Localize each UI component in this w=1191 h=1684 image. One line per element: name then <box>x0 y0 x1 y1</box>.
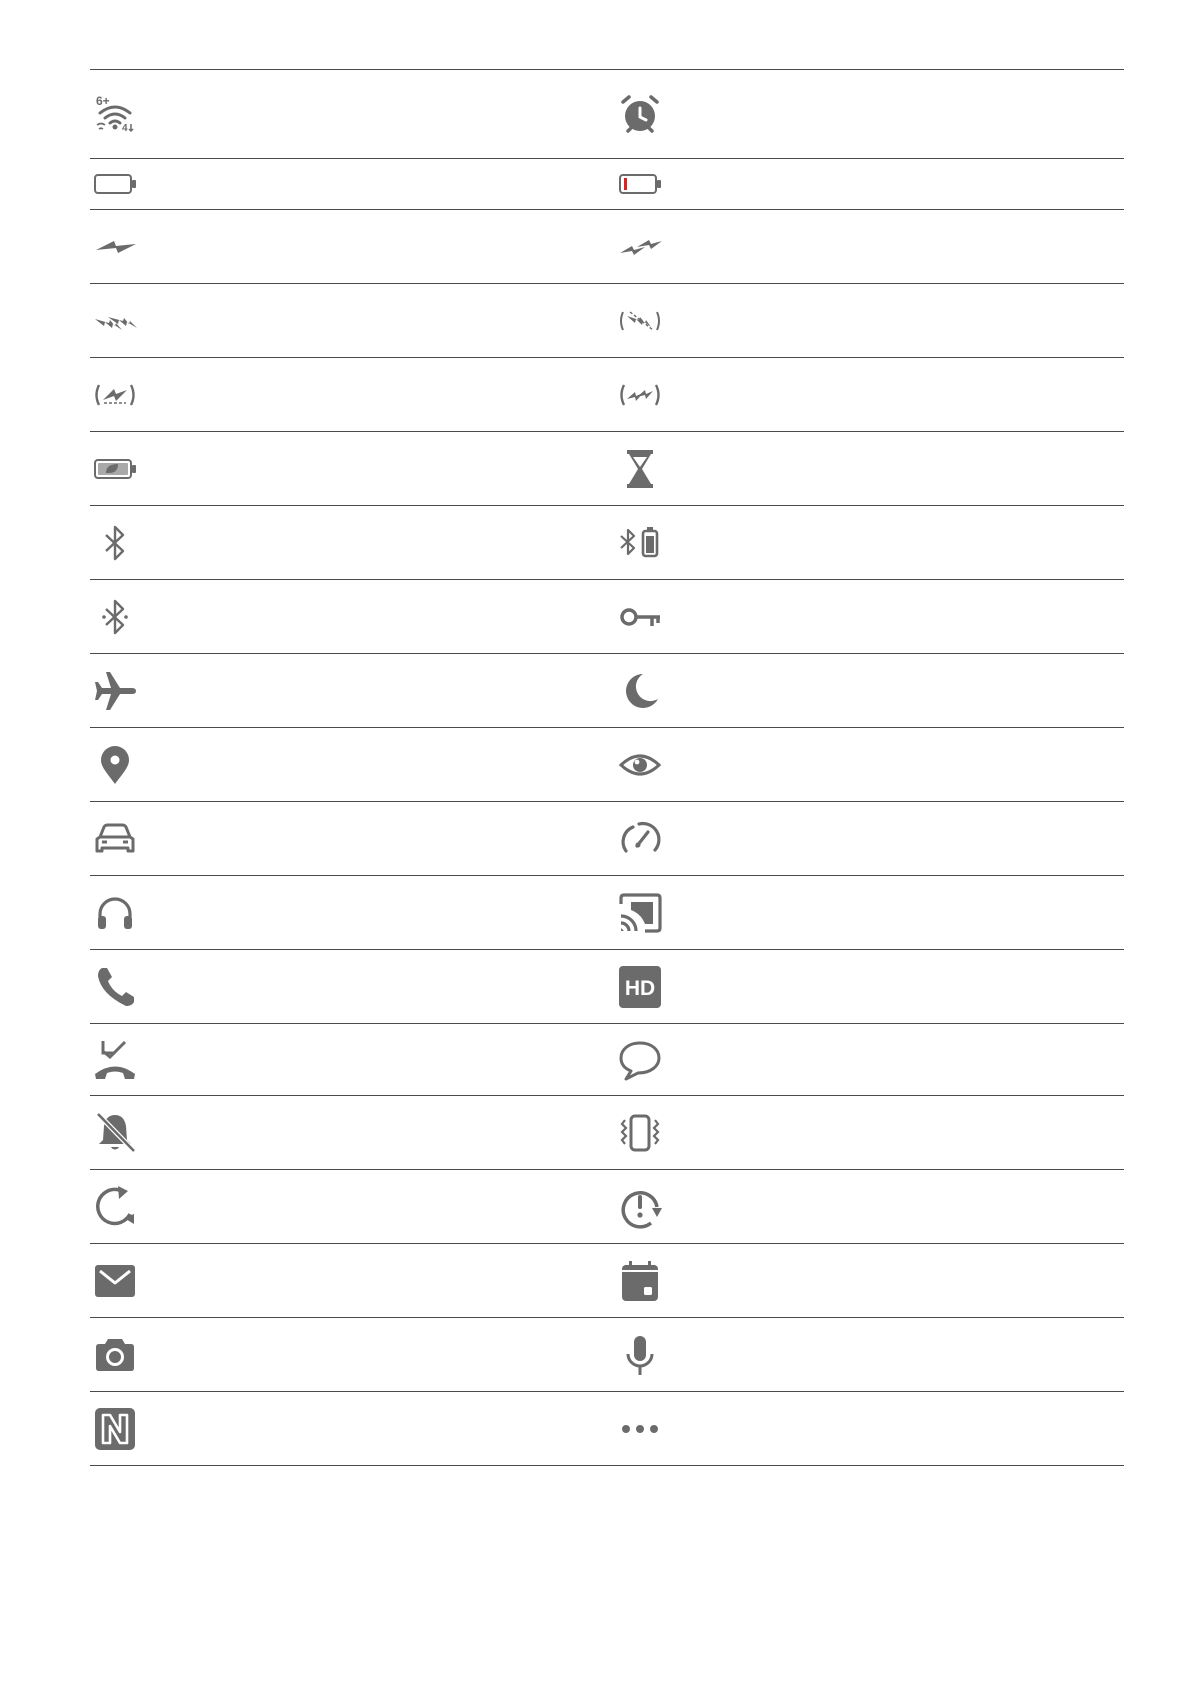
table-cell-right <box>599 210 1124 283</box>
table-row <box>90 950 1124 1024</box>
table-cell-right <box>599 876 1124 949</box>
table-cell-right <box>599 1392 1124 1465</box>
status-icon-table <box>90 69 1124 1466</box>
wireless-quick-charging-icon <box>617 372 663 418</box>
silent-mode-bell-off-icon <box>92 1110 138 1156</box>
missed-call-icon <box>92 1037 138 1083</box>
location-pin-icon <box>92 742 138 788</box>
table-cell-left <box>90 654 599 727</box>
table-row <box>90 70 1124 159</box>
bluetooth-icon <box>92 520 138 566</box>
table-cell-left <box>90 1170 599 1243</box>
table-row <box>90 1096 1124 1170</box>
table-cell-right <box>599 358 1124 431</box>
hd-voice-icon <box>617 964 663 1010</box>
table-row <box>90 580 1124 654</box>
table-row <box>90 876 1124 950</box>
table-row <box>90 654 1124 728</box>
table-row <box>90 432 1124 506</box>
camera-in-use-icon <box>92 1332 138 1378</box>
bluetooth-connected-icon <box>92 594 138 640</box>
unread-message-icon <box>617 1037 663 1083</box>
table-cell-right <box>599 950 1124 1023</box>
table-cell-right <box>599 284 1124 357</box>
charging-icon <box>92 224 138 270</box>
table-row <box>90 1318 1124 1392</box>
table-row <box>90 1024 1124 1096</box>
table-cell-right <box>599 1096 1124 1169</box>
table-cell-left <box>90 210 599 283</box>
table-row <box>90 159 1124 210</box>
table-cell-right <box>599 654 1124 727</box>
table-cell-right <box>599 1318 1124 1391</box>
table-row <box>90 1170 1124 1244</box>
more-notifications-dots-icon <box>617 1406 663 1452</box>
table-cell-left <box>90 432 599 505</box>
table-cell-right <box>599 432 1124 505</box>
eye-comfort-icon <box>617 742 663 788</box>
table-cell-right <box>599 506 1124 579</box>
airplane-mode-icon <box>92 668 138 714</box>
power-saving-mode-icon <box>92 446 138 492</box>
table-cell-left <box>90 802 599 875</box>
table-row <box>90 210 1124 284</box>
nfc-icon <box>92 1406 138 1452</box>
table-row <box>90 728 1124 802</box>
wireless-charging-icon <box>92 372 138 418</box>
table-cell-left <box>90 1392 599 1465</box>
battery-empty-icon <box>92 161 138 207</box>
svg-text:HD: HD <box>624 976 656 1000</box>
table-cell-left <box>90 728 599 801</box>
syncing-icon <box>92 1184 138 1230</box>
table-cell-left <box>90 580 599 653</box>
table-cell-left <box>90 876 599 949</box>
sync-failed-icon <box>617 1184 663 1230</box>
headset-icon <box>92 890 138 936</box>
bluetooth-device-battery-icon <box>617 520 663 566</box>
super-charging-icon <box>92 298 138 344</box>
vibrate-mode-icon <box>617 1110 663 1156</box>
do-not-disturb-moon-icon <box>617 668 663 714</box>
table-cell-left <box>90 1096 599 1169</box>
table-cell-right <box>599 580 1124 653</box>
table-cell-left <box>90 70 599 158</box>
table-cell-left <box>90 284 599 357</box>
table-row <box>90 1392 1124 1466</box>
table-row <box>90 802 1124 876</box>
table-cell-right <box>599 70 1124 158</box>
table-cell-right <box>599 728 1124 801</box>
table-cell-left <box>90 506 599 579</box>
table-row <box>90 506 1124 580</box>
table-cell-right <box>599 159 1124 209</box>
wifi-6-plus-icon <box>92 91 138 137</box>
table-cell-right <box>599 1244 1124 1317</box>
vpn-key-icon <box>617 594 663 640</box>
table-row <box>90 284 1124 358</box>
call-in-progress-icon <box>92 964 138 1010</box>
projection-cast-icon <box>617 890 663 936</box>
event-reminder-calendar-icon <box>617 1258 663 1304</box>
table-cell-left <box>90 1244 599 1317</box>
alarm-clock-icon <box>617 91 663 137</box>
table-cell-right <box>599 1170 1124 1243</box>
table-cell-right <box>599 1024 1124 1095</box>
table-cell-left <box>90 358 599 431</box>
wireless-super-charging-icon <box>617 298 663 344</box>
new-email-icon <box>92 1258 138 1304</box>
table-cell-left <box>90 950 599 1023</box>
table-row <box>90 1244 1124 1318</box>
table-cell-right <box>599 802 1124 875</box>
table-row <box>90 358 1124 432</box>
performance-mode-speedometer-icon <box>617 816 663 862</box>
svg-text:6+: 6+ <box>96 94 110 108</box>
quick-charging-icon <box>617 224 663 270</box>
table-cell-left <box>90 1024 599 1095</box>
table-cell-left <box>90 1318 599 1391</box>
battery-low-icon <box>617 161 663 207</box>
microphone-in-use-icon <box>617 1332 663 1378</box>
driving-mode-car-icon <box>92 816 138 862</box>
table-cell-left <box>90 159 599 209</box>
svg-text:4: 4 <box>122 123 128 134</box>
digital-balance-hourglass-icon <box>617 446 663 492</box>
